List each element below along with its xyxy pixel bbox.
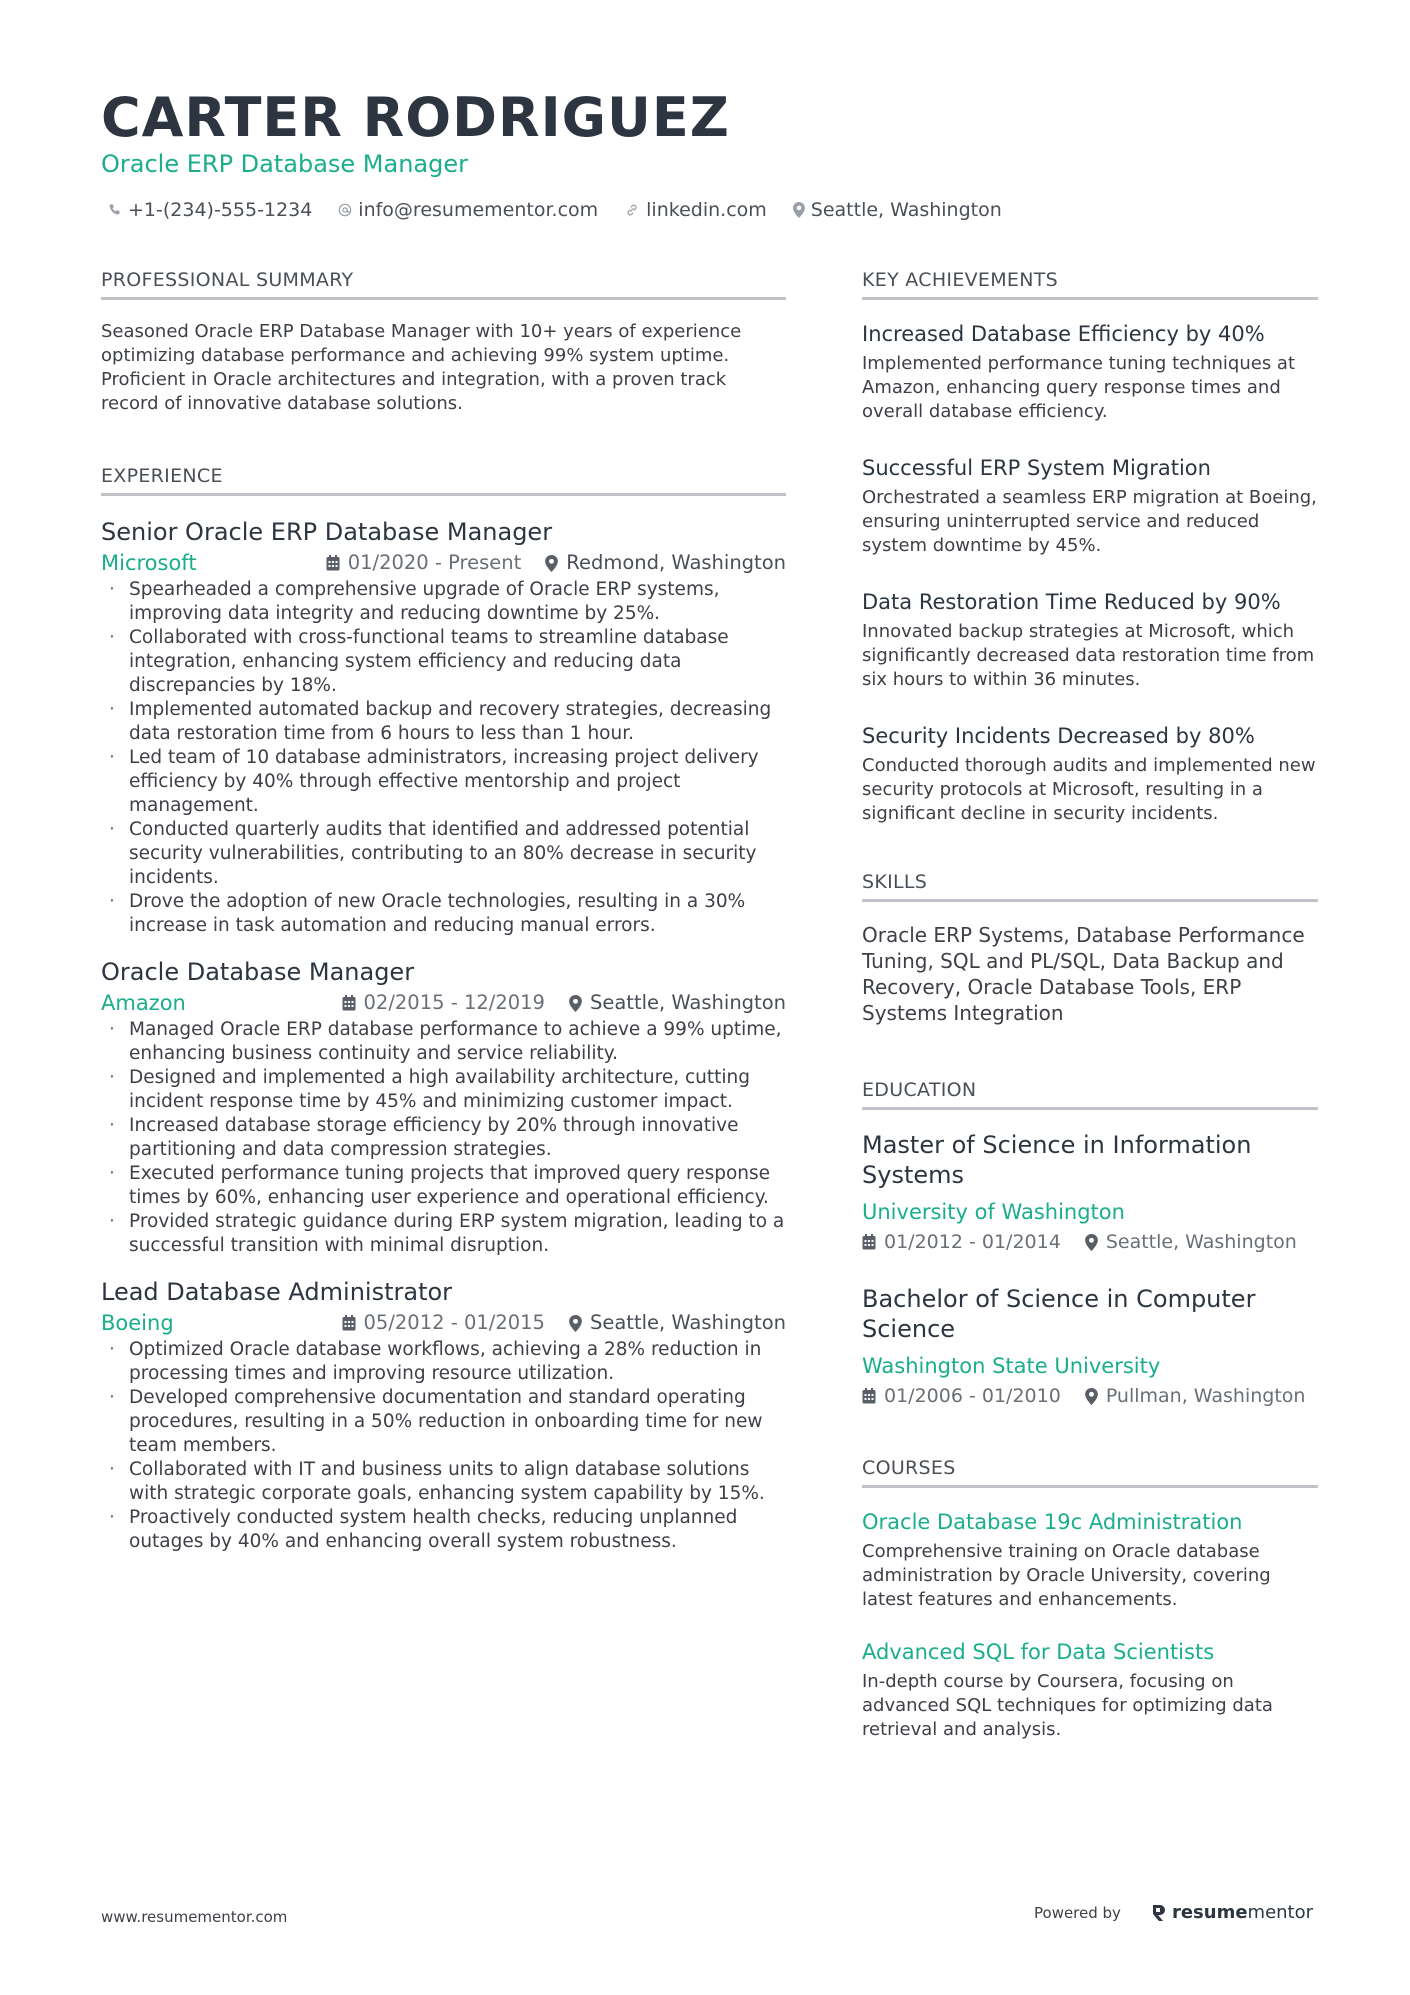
powered-by-text: Powered by [1034, 1903, 1121, 1922]
calendar-icon [342, 995, 356, 1011]
education-dates-text: 01/2006 - 01/2010 [884, 1385, 1061, 1407]
linkedin-text: linkedin.com [646, 199, 767, 221]
job-dates-text: 02/2015 - 12/2019 [363, 991, 545, 1014]
education-section [862, 1078, 1318, 1410]
calendar-icon [862, 1388, 876, 1404]
experience-heading: EXPERIENCE [101, 464, 786, 496]
phone-icon [108, 203, 122, 217]
job-bullets [101, 1018, 786, 1258]
job-title: Senior Oracle ERP Database Manager [101, 518, 553, 546]
candidate-name: CARTER RODRIGUEZ [101, 86, 730, 149]
footer-powered [1034, 1902, 1313, 1923]
right-column [862, 268, 1318, 1768]
calendar-icon [862, 1234, 876, 1250]
job-bullet: · Proactively conducted system health checks, reducing unplanned outages by 40% and enhancing overall system robustness. [101, 1506, 786, 1554]
job-entry [101, 956, 786, 1258]
education-location-text: Pullman, Washington [1105, 1385, 1306, 1407]
job-bullet: · Conducted quarterly audits that identified and addressed potential security vulnerabilities, contributing to an 80% decrease in security incidents. [101, 818, 786, 890]
achievement-title: Security Incidents Decreased by 80% [862, 724, 1255, 748]
job-dates-text: 01/2020 - Present [347, 551, 522, 574]
job-location [569, 988, 786, 1018]
candidate-role: Oracle ERP Database Manager [101, 150, 469, 178]
job-bullets [101, 578, 786, 938]
job-bullet: · Developed comprehensive documentation and standard operating procedures, resulting in a 50% reduction in onboarding time for new team members. [101, 1386, 786, 1458]
achievement-title: Increased Database Efficiency by 40% [862, 322, 1265, 346]
achievement-item [862, 454, 1318, 558]
job-location-text: Seattle, Washington [589, 991, 786, 1014]
location-pin-icon [1085, 1234, 1098, 1251]
location-pin-icon [545, 555, 558, 572]
left-column [101, 268, 786, 1572]
achievement-title: Data Restoration Time Reduced by 90% [862, 590, 1281, 614]
brand-light: mentor [1247, 1902, 1314, 1923]
education-dates [862, 1228, 1061, 1256]
course-text: In-depth course by Coursera, focusing on advanced SQL techniques for optimizing data retrieval and analysis. [862, 1671, 1273, 1740]
job-location [545, 548, 786, 578]
job-bullet: · Led team of 10 database administrators, increasing project delivery efficiency by 40% through effective mentorship and project management. [101, 746, 786, 818]
job-dates [342, 988, 545, 1018]
at-icon [338, 203, 352, 217]
job-meta [101, 1308, 786, 1338]
job-title: Oracle Database Manager [101, 958, 415, 986]
job-bullet: · Implemented automated backup and recovery strategies, decreasing data restoration time from 6 hours to less than 1 hour. [101, 698, 786, 746]
job-bullet: · Collaborated with cross-functional teams to streamline database integration, enhancing system efficiency and reducing data discrepancies by 18%. [101, 626, 786, 698]
job-meta [101, 548, 786, 578]
job-bullet: · Drove the adoption of new Oracle technologies, resulting in a 30% increase in task automation and reducing manual errors. [101, 890, 786, 938]
education-item [862, 1130, 1318, 1256]
job-dates [342, 1308, 545, 1338]
email-text: info@resumementor.com [358, 199, 599, 221]
education-dates [862, 1382, 1061, 1410]
location-pin-icon [1085, 1388, 1098, 1405]
calendar-icon [326, 555, 340, 571]
achievements-heading: KEY ACHIEVEMENTS [862, 268, 1318, 300]
job-location-text: Redmond, Washington [566, 551, 786, 574]
summary-heading: PROFESSIONAL SUMMARY [101, 268, 786, 300]
job-bullet: · Provided strategic guidance during ERP system migration, leading to a successful transition with minimal disruption. [101, 1210, 786, 1258]
education-meta [862, 1228, 1318, 1256]
job-bullet: · Collaborated with IT and business units to align database solutions with strategic corporate goals, enhancing system capability by 15%. [101, 1458, 786, 1506]
education-meta [862, 1382, 1318, 1410]
job-bullets [101, 1338, 786, 1554]
achievement-text: Orchestrated a seamless ERP migration at Boeing, ensuring uninterrupted service and reduced system downtime by 45%. [862, 487, 1317, 556]
education-school: University of Washington [862, 1200, 1125, 1224]
footer-website[interactable]: www.resumementor.com [101, 1908, 288, 1926]
job-location [569, 1308, 786, 1338]
phone-text: +1-(234)-555-1234 [128, 199, 313, 221]
education-degree: Master of Science in Information Systems [862, 1131, 1252, 1189]
education-item [862, 1284, 1318, 1410]
job-bullet: · Designed and implemented a high availability architecture, cutting incident response time by 45% and minimizing customer impact. [101, 1066, 786, 1114]
job-company: Amazon [101, 991, 186, 1015]
course-item [862, 1638, 1318, 1742]
brand-logo[interactable] [1151, 1902, 1313, 1923]
skills-heading: SKILLS [862, 870, 1318, 902]
location-pin-icon [793, 202, 805, 218]
job-entry [101, 1276, 786, 1554]
job-bullet: · Increased database storage efficiency by 20% through innovative partitioning and data compression strategies. [101, 1114, 786, 1162]
education-dates-text: 01/2012 - 01/2014 [884, 1231, 1061, 1253]
location-pin-icon [569, 995, 582, 1012]
course-title: Oracle Database 19c Administration [862, 1510, 1243, 1534]
calendar-icon [342, 1315, 356, 1331]
experience-section [101, 464, 786, 1554]
courses-heading: COURSES [862, 1456, 1318, 1488]
resumementor-logo-icon [1151, 1903, 1167, 1923]
education-heading: EDUCATION [862, 1078, 1318, 1110]
summary-text: Seasoned Oracle ERP Database Manager with 10+ years of experience optimizing database performance and achieving 99% system uptime. Proficient in Oracle architectures and integration, with a proven track record of innovative database solutions. [101, 321, 742, 414]
job-dates-text: 05/2012 - 01/2015 [363, 1311, 545, 1334]
job-bullet: · Managed Oracle ERP database performance to achieve a 99% uptime, enhancing business continuity and service reliability. [101, 1018, 786, 1066]
achievement-text: Conducted thorough audits and implemented new security protocols at Microsoft, resulting in a significant decline in security incidents. [862, 755, 1316, 824]
education-location-text: Seattle, Washington [1105, 1231, 1297, 1253]
education-location [1085, 1382, 1306, 1410]
achievement-title: Successful ERP System Migration [862, 456, 1211, 480]
summary-section [101, 268, 786, 416]
contact-location [793, 196, 1002, 224]
job-bullet: · Optimized Oracle database workflows, achieving a 28% reduction in processing times and improving resource utilization. [101, 1338, 786, 1386]
education-school: Washington State University [862, 1354, 1161, 1378]
job-meta [101, 988, 786, 1018]
achievements-section [862, 268, 1318, 826]
job-bullet: · Spearheaded a comprehensive upgrade of Oracle ERP systems, improving data integrity and reducing downtime by 25%. [101, 578, 786, 626]
achievement-text: Innovated backup strategies at Microsoft, which significantly decreased data restoration time from six hours to within 36 minutes. [862, 621, 1315, 690]
contact-phone[interactable] [108, 196, 312, 224]
achievement-item [862, 320, 1318, 424]
skills-section [862, 870, 1318, 1026]
contact-bar [108, 196, 1028, 224]
job-dates [326, 548, 522, 578]
education-degree: Bachelor of Science in Computer Science [862, 1285, 1256, 1343]
achievement-text: Implemented performance tuning techniques at Amazon, enhancing query response times and overall database efficiency. [862, 353, 1296, 422]
skills-text: Oracle ERP Systems, Database Performance Tuning, SQL and PL/SQL, Data Backup and Recovery, Oracle Database Tools, ERP Systems Integration [862, 923, 1305, 1025]
courses-section [862, 1456, 1318, 1742]
achievement-item [862, 588, 1318, 692]
course-text: Comprehensive training on Oracle database administration by Oracle University, covering latest features and enhancements. [862, 1541, 1271, 1610]
course-title: Advanced SQL for Data Scientists [862, 1640, 1215, 1664]
education-location [1085, 1228, 1297, 1256]
link-icon [624, 203, 640, 217]
location-pin-icon [569, 1315, 582, 1332]
brand-bold: resume [1171, 1902, 1248, 1923]
job-bullet: · Executed performance tuning projects that improved query response times by 60%, enhancing user experience and operational efficiency. [101, 1162, 786, 1210]
course-item [862, 1508, 1318, 1612]
location-text: Seattle, Washington [810, 199, 1002, 221]
job-company: Boeing [101, 1311, 174, 1335]
job-company: Microsoft [101, 551, 197, 575]
achievement-item [862, 722, 1318, 826]
contact-linkedin[interactable] [624, 196, 767, 224]
job-entry [101, 516, 786, 938]
contact-email[interactable] [338, 196, 598, 224]
job-title: Lead Database Administrator [101, 1278, 453, 1306]
job-location-text: Seattle, Washington [589, 1311, 786, 1334]
